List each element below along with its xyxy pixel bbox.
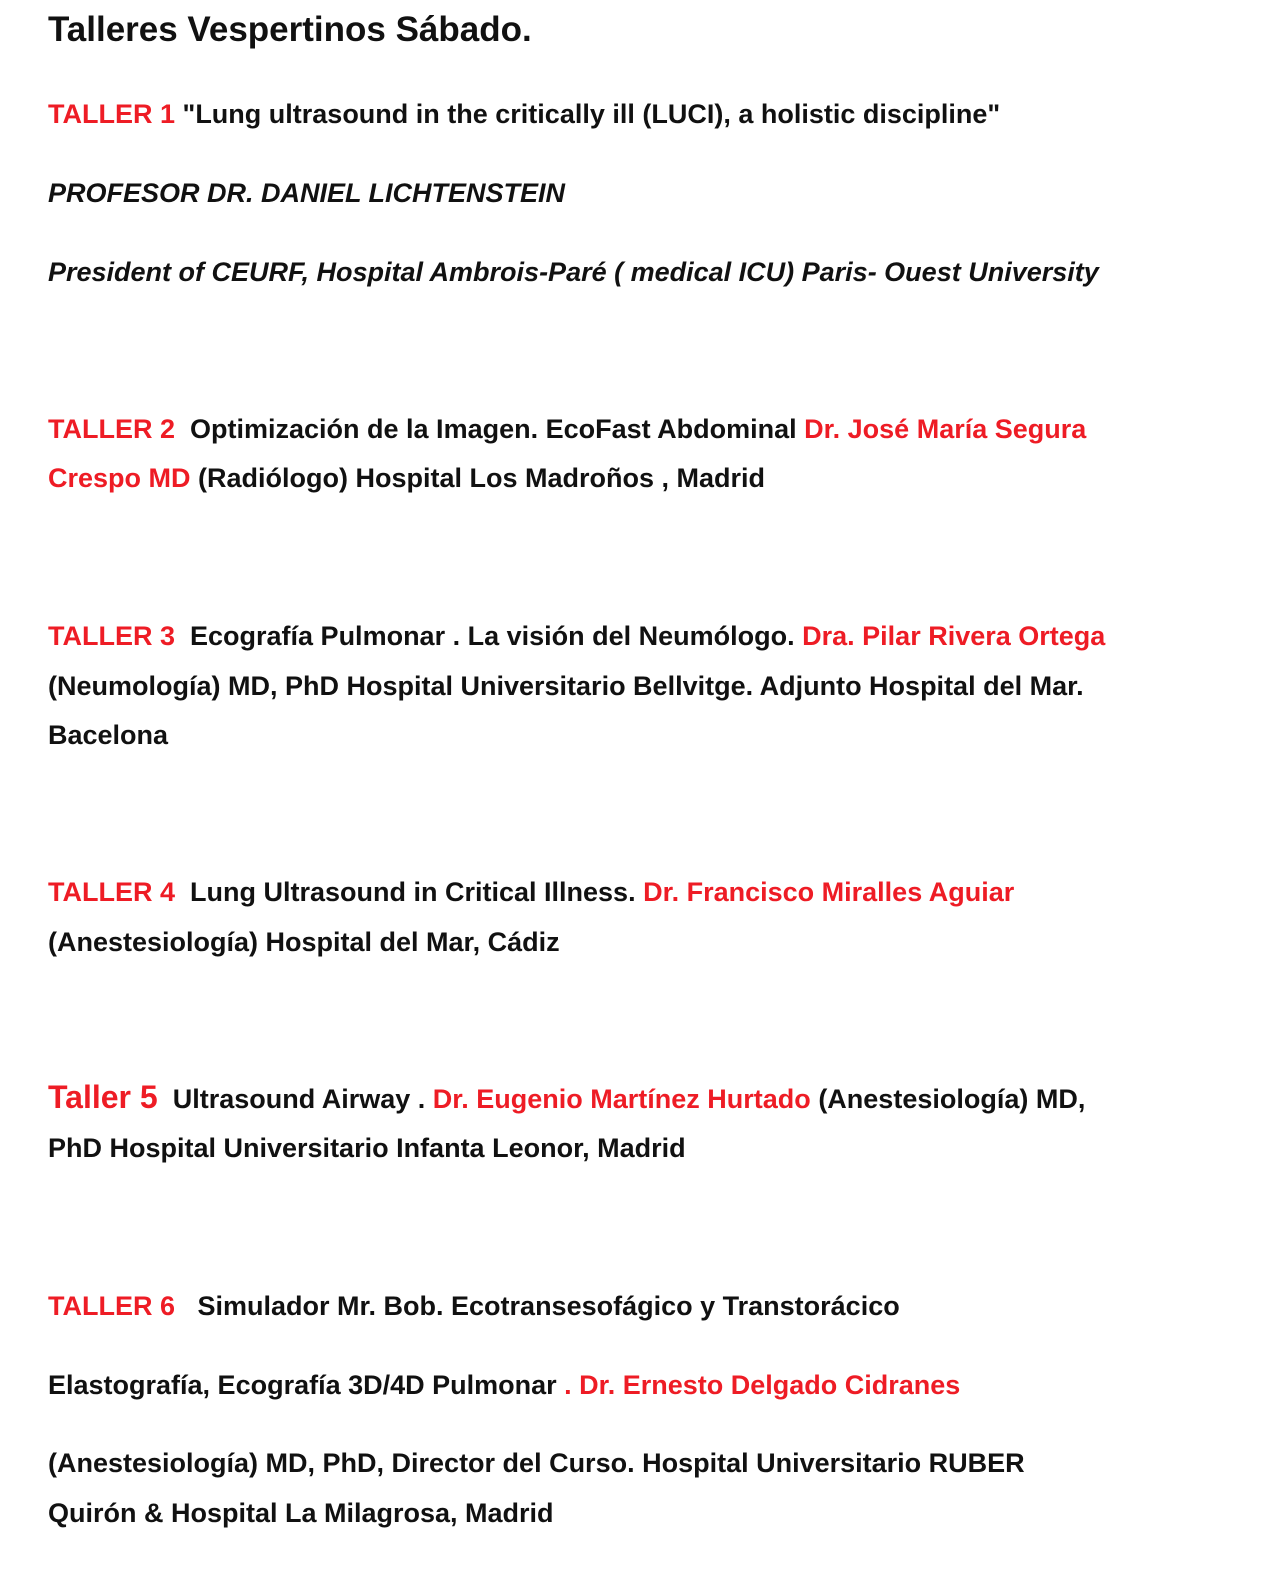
taller-2-line-1 bbox=[48, 404, 1086, 454]
taller-1-professor: PROFESOR DR. DANIEL LICHTENSTEIN bbox=[48, 178, 566, 208]
taller-1-affiliation: President of CEURF, Hospital Ambrois-Paré ( medical ICU) Paris- Ouest University bbox=[48, 257, 1099, 287]
taller-5-affiliation-part-2: PhD Hospital Universitario Infanta Leonor, Madrid bbox=[48, 1133, 686, 1163]
taller-4-tag: TALLER 4 bbox=[48, 877, 175, 907]
taller-1-heading bbox=[48, 89, 1000, 139]
taller-2-speaker-part-1: Dr. José María Segura bbox=[804, 414, 1087, 444]
taller-4-line-1 bbox=[48, 867, 1014, 917]
taller-1-topic: "Lung ultrasound in the critically ill (LUCI), a holistic discipline" bbox=[182, 99, 1001, 129]
taller-1-tag: TALLER 1 bbox=[48, 99, 175, 129]
taller-3-tag: TALLER 3 bbox=[48, 621, 175, 651]
taller-3-line-1 bbox=[48, 611, 1105, 661]
taller-3-affiliation-line-2: Bacelona bbox=[48, 720, 169, 750]
taller-2-topic: Optimización de la Imagen. EcoFast Abdominal bbox=[190, 414, 797, 444]
taller-2-tag: TALLER 2 bbox=[48, 414, 175, 444]
taller-5-speaker: Dr. Eugenio Martínez Hurtado bbox=[432, 1084, 811, 1114]
taller-6-line-1 bbox=[48, 1281, 900, 1331]
taller-3-topic: Ecografía Pulmonar . La visión del Neumólogo. bbox=[190, 621, 795, 651]
taller-5-tag: Taller 5 bbox=[48, 1079, 158, 1115]
taller-4-affiliation: (Anestesiología) Hospital del Mar, Cádiz bbox=[48, 927, 560, 957]
taller-6-affiliation-line-2: Quirón & Hospital La Milagrosa, Madrid bbox=[48, 1498, 554, 1528]
taller-2-speaker-part-2: Crespo MD bbox=[48, 463, 191, 493]
taller-6-tag: TALLER 6 bbox=[48, 1291, 175, 1321]
taller-2-line-2 bbox=[48, 453, 765, 503]
taller-6-topic-line-1: Simulador Mr. Bob. Ecotransesofágico y Transtorácico bbox=[197, 1291, 900, 1321]
taller-6-affiliation-line-1: (Anestesiología) MD, PhD, Director del Curso. Hospital Universitario RUBER bbox=[48, 1448, 1025, 1478]
taller-2-affiliation: (Radiólogo) Hospital Los Madroños , Madrid bbox=[198, 463, 766, 493]
taller-6-topic-line-2: Elastografía, Ecografía 3D/4D Pulmonar bbox=[48, 1370, 557, 1400]
page-title: Talleres Vespertinos Sábado. bbox=[48, 10, 532, 49]
taller-4-topic: Lung Ultrasound in Critical Illness. bbox=[190, 877, 636, 907]
taller-6-speaker: . Dr. Ernesto Delgado Cidranes bbox=[564, 1370, 961, 1400]
taller-4-speaker: Dr. Francisco Miralles Aguiar bbox=[643, 877, 1015, 907]
taller-5-affiliation-part-1: (Anestesiología) MD, bbox=[818, 1084, 1086, 1114]
taller-3-affiliation-line-1: (Neumología) MD, PhD Hospital Universitario Bellvitge. Adjunto Hospital del Mar. bbox=[48, 671, 1084, 701]
taller-6-line-2 bbox=[48, 1360, 960, 1410]
taller-3-speaker: Dra. Pilar Rivera Ortega bbox=[802, 621, 1106, 651]
taller-5-topic: Ultrasound Airway . bbox=[172, 1084, 426, 1114]
taller-5-line-1 bbox=[48, 1072, 1085, 1124]
